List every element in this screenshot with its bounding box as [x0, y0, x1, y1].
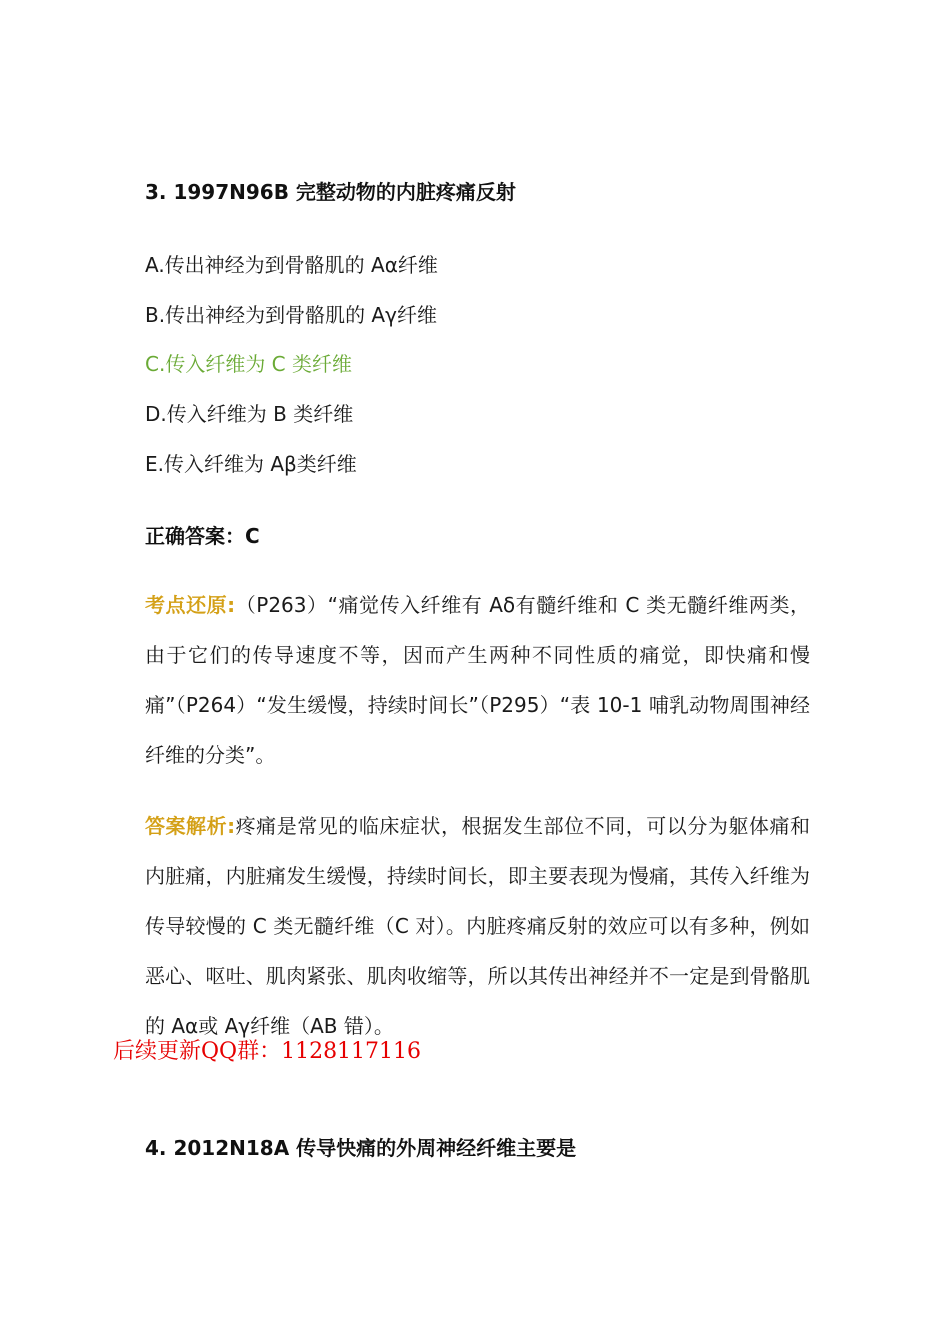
option-e: E.传入纤维为 Aβ类纤维	[145, 452, 357, 476]
kaodian-text: （P263）“痛觉传入纤维有 Aδ有髓纤维和 C 类无髓纤维两类，由于它们的传导速度不等，因而产生两种不同性质的痛觉，即快痛和慢痛”（P264）“发生缓慢，持续时间长”（P295）“表 10-1 哺乳动物周围神经纤维的分类”。	[145, 593, 810, 767]
qq-group-watermark: 后续更新QQ群：1128117116	[113, 1039, 422, 1064]
kaodian-paragraph	[145, 580, 810, 780]
question-3-title: 3. 1997N96B 完整动物的内脏疼痛反射	[145, 180, 516, 204]
jiexi-text: 疼痛是常见的临床症状，根据发生部位不同，可以分为躯体痛和内脏痛，内脏痛发生缓慢，持续时间长，即主要表现为慢痛，其传入纤维为传导较慢的 C 类无髓纤维（C 对）。内脏疼痛反射的效应可以有多种，例如恶心、呕吐、肌肉紧张、肌肉收缩等，所以其传出神经并不一定是到骨骼肌的 Aα或 Aγ纤维（AB 错）。	[145, 814, 810, 1038]
question-4-title: 4. 2012N18A 传导快痛的外周神经纤维主要是	[145, 1136, 577, 1160]
option-c-correct: C.传入纤维为 C 类纤维	[145, 352, 353, 376]
jiexi-label: 答案解析:	[145, 814, 236, 838]
option-b: B.传出神经为到骨骼肌的 Aγ纤维	[145, 303, 437, 327]
correct-answer: 正确答案：C	[145, 524, 260, 548]
option-a: A.传出神经为到骨骼肌的 Aα纤维	[145, 253, 438, 277]
kaodian-label: 考点还原:	[145, 593, 236, 617]
jiexi-paragraph	[145, 801, 810, 1051]
option-d: D.传入纤维为 B 类纤维	[145, 402, 354, 426]
